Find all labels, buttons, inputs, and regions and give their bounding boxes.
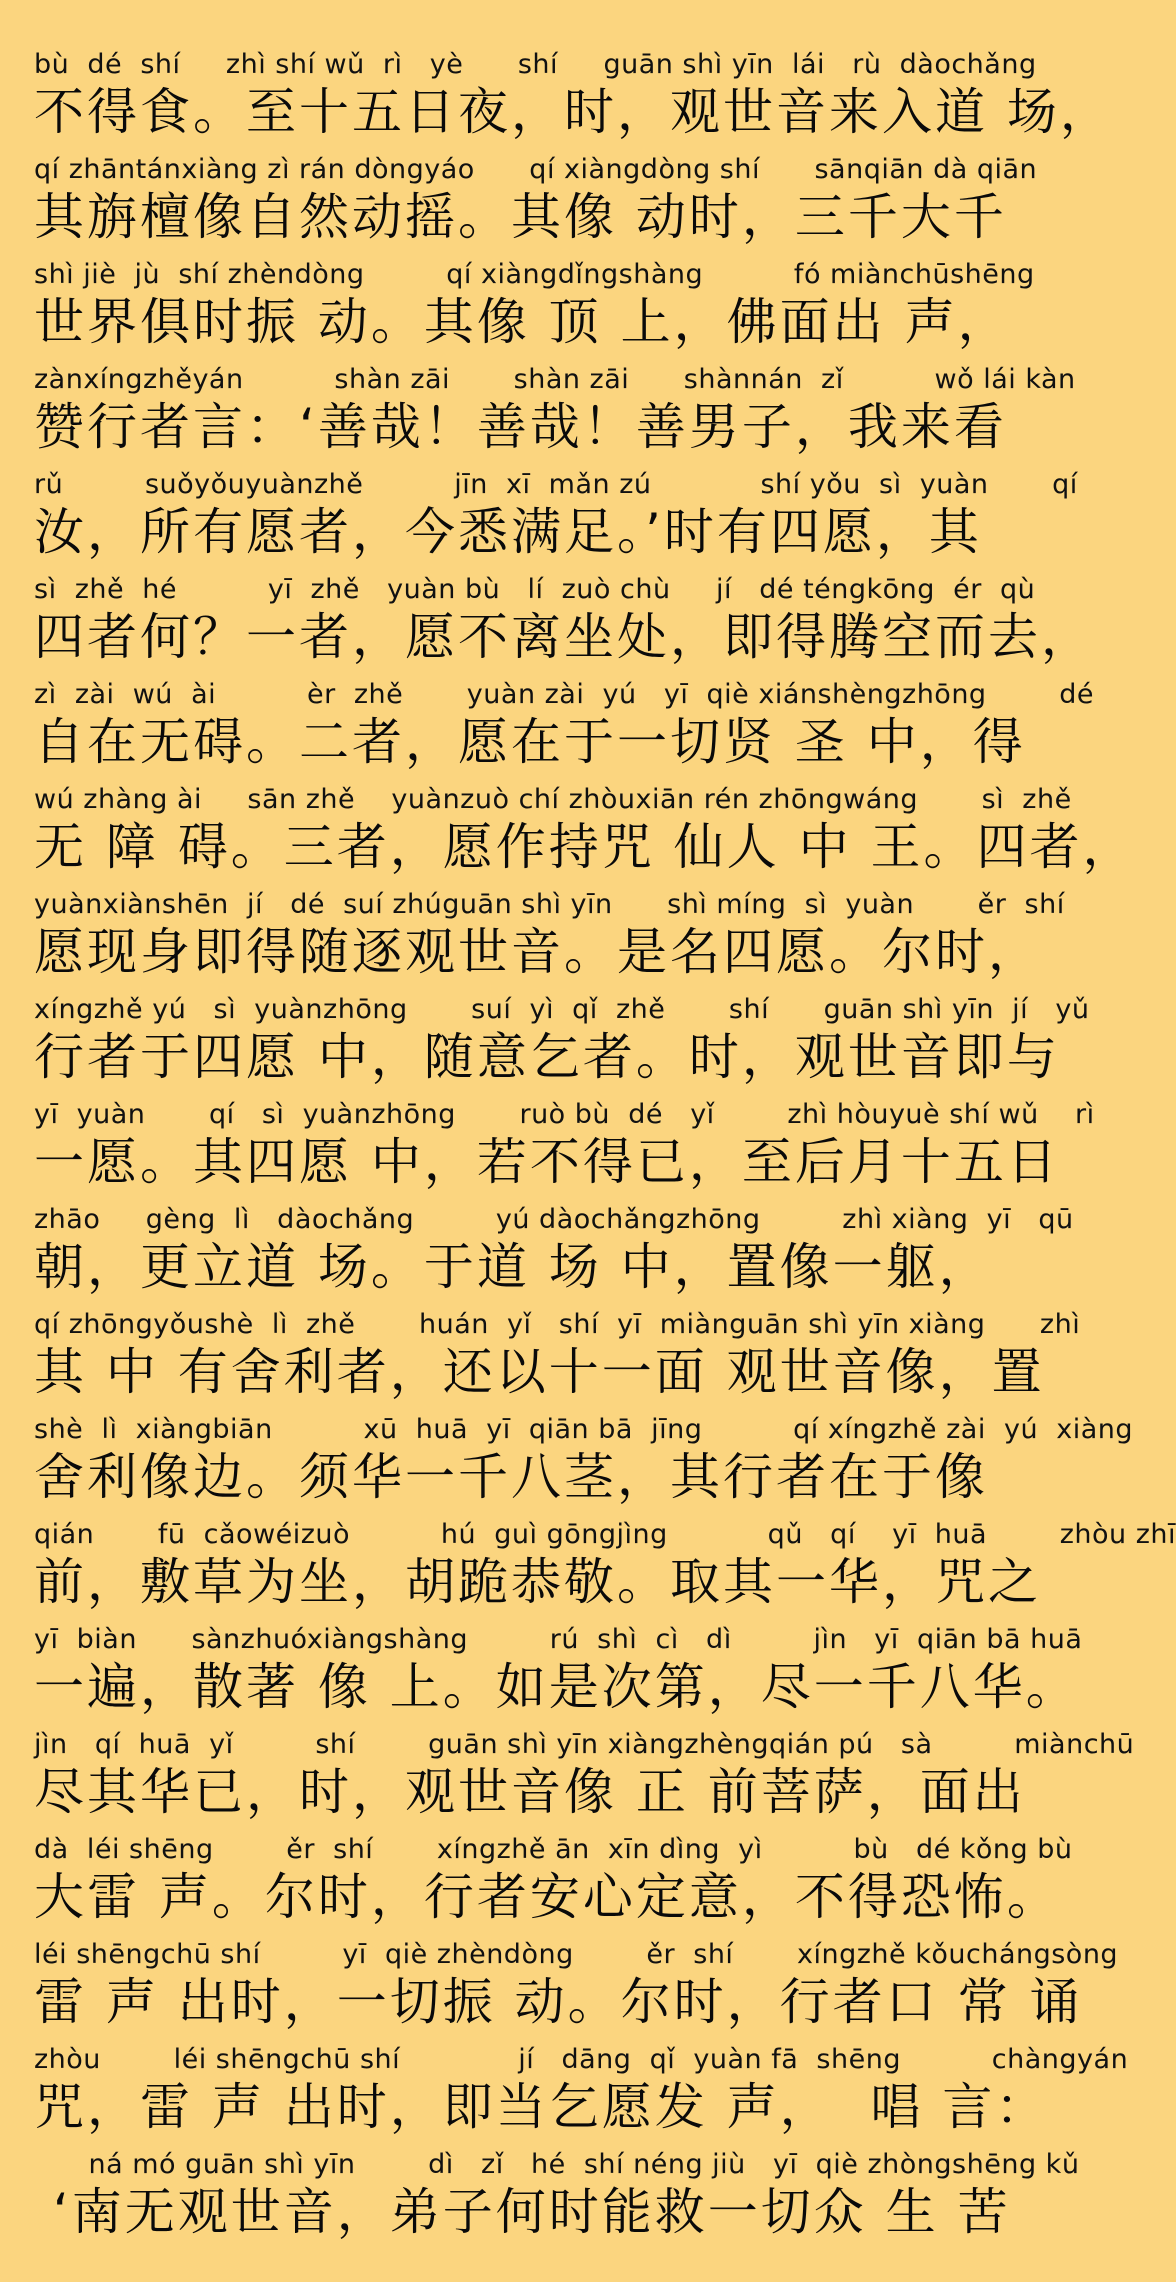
pinyin-annotation: zhòu léi shēngchū shí jí dāng qǐ yuàn fā shēng chàngyán: [34, 2044, 1129, 2075]
pinyin-annotation: yuànxiànshēn jí dé suí zhúguān shì yīn shì míng sì yuàn ěr shí: [34, 889, 1065, 920]
text-line: [34, 1518, 1176, 1623]
pinyin-annotation: yī yuàn qí sì yuànzhōng ruò bù dé yǐ zhì hòuyuè shí wǔ rì: [34, 1099, 1095, 1130]
chinese-text: 一愿。其四愿 中，若不得已，至后月十五日: [34, 1133, 1060, 1191]
pinyin-annotation: bù dé shí zhì shí wǔ rì yè shí guān shì yīn lái rù dàochǎng: [34, 49, 1037, 80]
chinese-text: 无 障 碍。三者，愿作持咒 仙人 中 王。四者，: [34, 818, 1136, 876]
pinyin-annotation: qián fū cǎowéizuò hú guì gōngjìng qǔ qí yī huā zhòu zhī: [34, 1519, 1176, 1550]
text-line: [34, 2148, 1080, 2253]
pinyin-annotation: qí zhāntánxiàng zì rán dòngyáo qí xiàngdòng shí sānqiān dà qiān: [34, 154, 1038, 185]
pinyin-annotation: xíngzhě yú sì yuànzhōng suí yì qǐ zhě shí guān shì yīn jí yǔ: [34, 994, 1090, 1025]
chinese-text: 世界俱时振 动。其像 顶 上，佛面出 声，: [34, 293, 1011, 351]
chinese-text: 愿现身即得随逐观世音。是名四愿。尔时，: [34, 923, 1041, 981]
chinese-text: 朝，更立道 场。于道 场 中，置像一躯，: [34, 1238, 992, 1296]
text-line: [34, 1728, 1135, 1833]
pinyin-annotation: jìn qí huā yǐ shí guān shì yīn xiàngzhèngqián pú sà miànchū: [34, 1729, 1135, 1760]
text-line: [34, 1203, 1074, 1308]
chinese-text: 自在无碍。二者，愿在于一切贤 圣 中，得: [34, 713, 1026, 771]
text-line: [34, 888, 1065, 993]
chinese-text: 前，敷草为坐，胡跪恭敬。取其一华，咒之: [34, 1553, 1041, 1611]
text-line: [34, 783, 1136, 888]
pinyin-annotation: zànxíngzhěyán shàn zāi shàn zāi shànnán zǐ wǒ lái kàn: [34, 364, 1076, 395]
text-line: [34, 1413, 1134, 1518]
text-line: [34, 678, 1094, 783]
chinese-text: 其 中 有舍利者，还以十一面 观世音像，置: [34, 1343, 1045, 1401]
pinyin-annotation: zhāo gèng lì dàochǎng yú dàochǎngzhōng zhì xiàng yī qū: [34, 1204, 1074, 1235]
chinese-text: ‘南无观世音，弟子何时能救一切众 生 苦: [34, 2183, 1011, 2241]
chinese-text: 汝，所有愿者，今悉满足。’时有四愿，其: [34, 503, 982, 561]
pinyin-annotation: dà léi shēng ěr shí xíngzhě ān xīn dìng yì bù dé kǒng bù: [34, 1834, 1073, 1865]
chinese-text: 不得食。至十五日夜，时，观世音来入道 场，: [34, 83, 1113, 141]
chinese-text: 尽其华已，时，观世音像 正 前菩萨，面出: [34, 1763, 1026, 1821]
text-line: [34, 1938, 1119, 2043]
pinyin-annotation: shè lì xiàngbiān xū huā yī qiān bā jīng qí xíngzhě zài yú xiàng: [34, 1414, 1134, 1445]
pinyin-annotation: qí zhōngyǒushè lì zhě huán yǐ shí yī miànguān shì yīn xiàng zhì: [34, 1309, 1081, 1340]
pinyin-annotation: léi shēngchū shí yī qiè zhèndòng ěr shí xíngzhě kǒuchángsòng: [34, 1939, 1119, 1970]
chinese-text: 赞行者言：‘善哉！善哉！善男子，我来看: [34, 398, 1007, 456]
chinese-text: 舍利像边。须华一千八茎，其行者在于像: [34, 1448, 988, 1506]
chinese-text: 咒，雷 声 出时，即当乞愿发 声， 唱 言：: [34, 2078, 1049, 2136]
pinyin-annotation: yī biàn sànzhuóxiàngshàng rú shì cì dì jìn yī qiān bā huā: [34, 1624, 1083, 1655]
text-line: [34, 153, 1046, 258]
text-line: [34, 1308, 1081, 1413]
pinyin-annotation: ná mó guān shì yīn dì zǐ hé shí néng jiù yī qiè zhòngshēng kǔ: [34, 2149, 1080, 2180]
pinyin-annotation: wú zhàng ài sān zhě yuànzuò chí zhòuxiān rén zhōngwáng sì zhě: [34, 784, 1072, 815]
chinese-text: 其旃檀像自然动摇。其像 动时，三千大千: [34, 188, 1007, 246]
chinese-text: 一遍，散著 像 上。如是次第，尽一千八华。: [34, 1658, 1079, 1716]
text-line: [34, 1623, 1083, 1728]
pinyin-annotation: shì jiè jù shí zhèndòng qí xiàngdǐngshàng fó miànchūshēng: [34, 259, 1035, 290]
text-line: [34, 1833, 1073, 1938]
chinese-text: 四者何？一者，愿不离坐处，即得腾空而去，: [34, 608, 1094, 666]
text-line: [34, 1098, 1095, 1203]
text-line: [34, 363, 1076, 468]
pinyin-annotation: rǔ suǒyǒuyuànzhě jīn xī mǎn zú shí yǒu sì yuàn qí: [34, 469, 1078, 500]
text-line: [34, 468, 1078, 573]
pinyin-annotation: sì zhě hé yī zhě yuàn bù lí zuò chù jí dé téngkōng ér qù: [34, 574, 1036, 605]
chinese-text: 行者于四愿 中，随意乞者。时，观世音即与: [34, 1028, 1060, 1086]
chinese-text: 大雷 声。尔时，行者安心定意，不得恐怖。: [34, 1868, 1060, 1926]
text-line: [34, 573, 1094, 678]
text-line: [34, 258, 1046, 363]
pinyin-annotation: zì zài wú ài èr zhě yuàn zài yú yī qiè xiánshèngzhōng dé: [34, 679, 1094, 710]
text-line: [34, 48, 1113, 153]
text-line: [34, 993, 1090, 1098]
chinese-text: 雷 声 出时，一切振 动。尔时，行者口 常 诵: [34, 1973, 1083, 2031]
text-line: [34, 2043, 1129, 2148]
